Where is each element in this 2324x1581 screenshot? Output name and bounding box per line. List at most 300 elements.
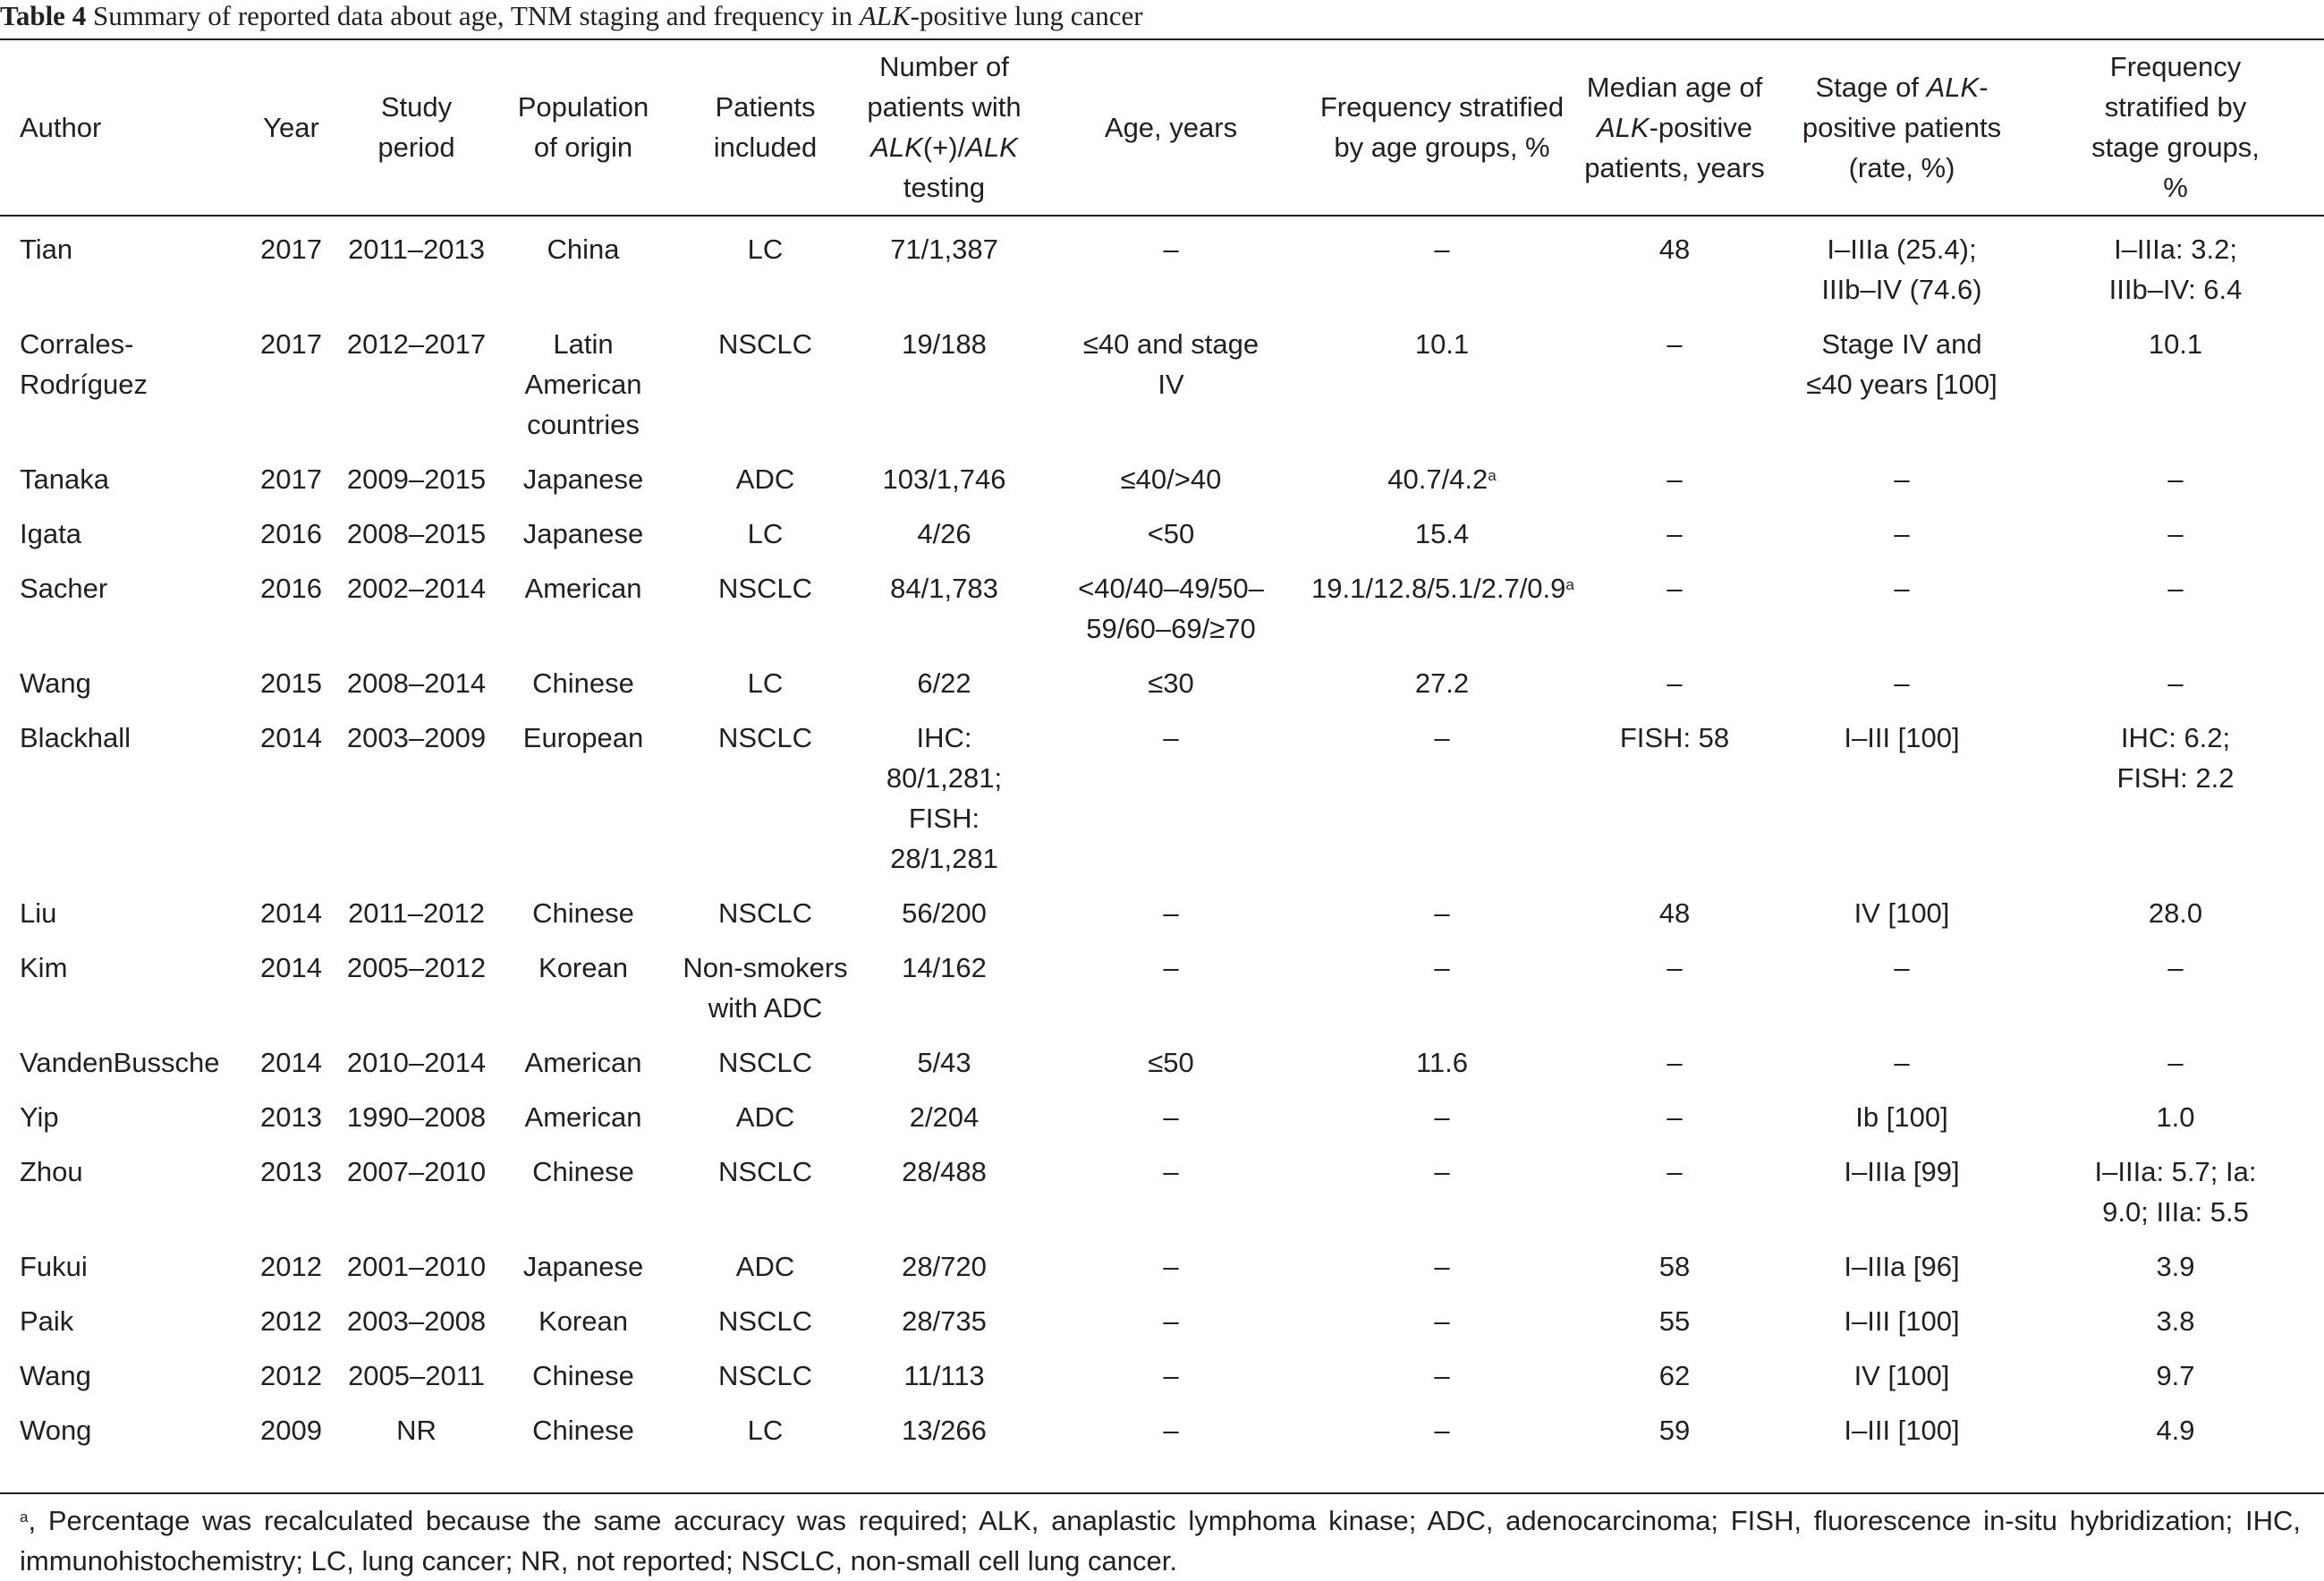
cell-author — [0, 1090, 243, 1144]
cell-frequency-age — [1311, 656, 1573, 710]
cell-value: 2005–2011 — [348, 1360, 485, 1391]
cell-line: I–IIIa: 5.7; Ia: — [2094, 1156, 2257, 1187]
cell-year — [243, 317, 339, 452]
header-italic: ALK — [965, 132, 1018, 163]
cell-line: 13/266 — [902, 1415, 987, 1446]
cell-value: – — [1434, 1101, 1450, 1133]
cell-line: 3.8 — [2156, 1305, 2195, 1337]
cell-population — [494, 1144, 673, 1239]
cell-frequency-stage — [2027, 317, 2324, 452]
cell-median-age — [1573, 886, 1777, 940]
cell-stage — [1777, 656, 2027, 710]
cell-patients-included — [673, 940, 858, 1035]
cell-value: 2002–2014 — [346, 573, 487, 604]
cell-line: IV [100] — [1853, 1360, 1950, 1391]
cell-value: 2014 — [260, 952, 322, 983]
cell-median-age — [1573, 1090, 1777, 1144]
cell-line: 62 — [1658, 1360, 1691, 1391]
header-row — [0, 39, 2324, 216]
cell-year — [243, 1144, 339, 1239]
header-line: Frequency stratified — [1319, 91, 1565, 123]
cell-author — [0, 1144, 243, 1239]
cell-study-period — [339, 1294, 494, 1348]
cell-value: 2003–2008 — [346, 1305, 487, 1337]
header-line: Stage of — [1815, 71, 1927, 103]
cell-line: Japanese — [522, 1251, 644, 1282]
cell-line: LC — [747, 1415, 784, 1446]
cell-age — [1031, 561, 1311, 656]
cell-line: American — [524, 1047, 642, 1078]
cell-value: 2001–2010 — [346, 1251, 487, 1282]
cell-number-of-patients — [858, 1035, 1031, 1090]
cell-line: I–III [100] — [1844, 722, 1960, 753]
cell-line: Chinese — [532, 897, 634, 929]
header-line: -positive — [1649, 111, 1753, 143]
cell-population — [494, 317, 673, 452]
cell-number-of-patients — [858, 561, 1031, 656]
header-line: period — [377, 132, 455, 163]
cell-study-period — [339, 1144, 494, 1239]
cell-line: – — [1667, 1101, 1683, 1133]
cell-line: 55 — [1658, 1305, 1691, 1337]
cell-frequency-stage — [2027, 656, 2324, 710]
table-row — [0, 940, 2324, 1035]
cell-age — [1031, 506, 1311, 561]
header-italic: ALK — [1926, 71, 1980, 103]
cell-line: – — [1667, 573, 1683, 604]
cell-frequency-age — [1311, 561, 1573, 656]
cell-line: 28/488 — [902, 1156, 987, 1187]
cell-stage — [1777, 1239, 2027, 1294]
cell-line: – — [1667, 463, 1683, 495]
cell-line: Japanese — [522, 463, 644, 495]
cell-study-period — [339, 940, 494, 1035]
cell-line: – — [1894, 573, 1910, 604]
cell-line: – — [1894, 952, 1910, 983]
cell-line: I–III [100] — [1844, 1305, 1960, 1337]
header-line: stratified by — [2104, 91, 2247, 123]
cell-line: Chinese — [532, 1415, 634, 1446]
cell-line: 59/60–69/≥70 — [1086, 613, 1256, 644]
cell-patients-included — [673, 886, 858, 940]
header-year: Year — [243, 39, 339, 216]
cell-line: – — [1163, 234, 1179, 265]
cell-frequency-age — [1311, 317, 1573, 452]
cell-value: 2008–2014 — [346, 667, 487, 699]
cell-population — [494, 216, 673, 317]
cell-value: – — [1434, 897, 1450, 929]
cell-year — [243, 1035, 339, 1090]
header-population — [494, 39, 673, 216]
header-line: (+)/ — [922, 132, 966, 163]
cell-value: 2008–2015 — [346, 518, 487, 549]
cell-author — [0, 317, 243, 452]
cell-value: 2014 — [260, 897, 322, 929]
cell-study-period — [339, 1035, 494, 1090]
cell-number-of-patients — [858, 1239, 1031, 1294]
table-row — [0, 886, 2324, 940]
cell-line: Sacher — [20, 573, 108, 604]
cell-line: – — [1667, 1156, 1683, 1187]
cell-line: 84/1,783 — [890, 573, 998, 604]
cell-stage — [1777, 561, 2027, 656]
cell-frequency-age — [1311, 1348, 1573, 1403]
cell-line: – — [2167, 518, 2184, 549]
cell-population — [494, 1090, 673, 1144]
cell-line: – — [1894, 667, 1910, 699]
cell-year — [243, 1239, 339, 1294]
cell-line: I–III [100] — [1844, 1415, 1960, 1446]
cell-median-age — [1573, 1144, 1777, 1239]
cell-frequency-age — [1311, 216, 1573, 317]
cell-value: 2012 — [260, 1360, 322, 1391]
cell-line: NSCLC — [717, 1047, 813, 1078]
cell-line: Fukui — [20, 1251, 88, 1282]
cell-value: 27.2 — [1414, 667, 1470, 699]
cell-frequency-age — [1311, 1090, 1573, 1144]
table-row — [0, 317, 2324, 452]
cell-line: Corrales- — [20, 328, 134, 360]
cell-line: 9.0; IIIa: 5.5 — [2102, 1196, 2249, 1228]
cell-patients-included — [673, 1090, 858, 1144]
table-row — [0, 1239, 2324, 1294]
cell-line: ≤40/>40 — [1120, 463, 1222, 495]
table-label: Table 4 — [0, 0, 87, 31]
cell-age — [1031, 1348, 1311, 1403]
cell-population — [494, 886, 673, 940]
cell-population — [494, 452, 673, 506]
cell-line: – — [1667, 667, 1683, 699]
cell-line: 5/43 — [917, 1047, 971, 1078]
cell-number-of-patients — [858, 710, 1031, 886]
footnote-marker: a — [1488, 467, 1497, 484]
cell-line: Chinese — [532, 1360, 634, 1391]
cell-value: 2005–2012 — [346, 952, 487, 983]
header-line: patients, years — [1584, 151, 1765, 183]
cell-value: – — [1434, 1156, 1450, 1187]
cell-median-age — [1573, 656, 1777, 710]
header-italic: ALK — [1596, 111, 1650, 143]
cell-line: – — [1894, 463, 1910, 495]
cell-frequency-age — [1311, 1294, 1573, 1348]
cell-line: NSCLC — [717, 897, 813, 929]
cell-line: 48 — [1658, 234, 1691, 265]
cell-value: 2003–2009 — [346, 722, 487, 753]
cell-number-of-patients — [858, 452, 1031, 506]
cell-author — [0, 561, 243, 656]
cell-stage — [1777, 506, 2027, 561]
cell-population — [494, 940, 673, 1035]
cell-author — [0, 1403, 243, 1458]
cell-author — [0, 710, 243, 886]
caption-italic: ALK — [859, 0, 911, 31]
cell-line: FISH: 28/1,281 — [890, 803, 998, 874]
cell-year — [243, 710, 339, 886]
cell-line: – — [1163, 1305, 1179, 1337]
cell-line: 71/1,387 — [890, 234, 998, 265]
cell-age — [1031, 1144, 1311, 1239]
cell-line: 48 — [1658, 897, 1691, 929]
cell-line: European — [522, 722, 644, 753]
cell-line: FISH: 58 — [1619, 722, 1730, 753]
cell-population — [494, 561, 673, 656]
cell-value: 2016 — [260, 573, 322, 604]
cell-stage — [1777, 216, 2027, 317]
cell-population — [494, 1239, 673, 1294]
cell-frequency-stage — [2027, 886, 2324, 940]
cell-line: 1.0 — [2156, 1101, 2195, 1133]
cell-frequency-age — [1311, 452, 1573, 506]
cell-line: American — [524, 369, 642, 400]
header-age: Age, years — [1031, 39, 1311, 216]
table-row — [0, 1035, 2324, 1090]
cell-median-age — [1573, 317, 1777, 452]
cell-author — [0, 216, 243, 317]
header-median-age — [1573, 39, 1777, 216]
cell-author — [0, 886, 243, 940]
cell-line: IIIb–IV (74.6) — [1821, 274, 1982, 305]
cell-median-age — [1573, 1294, 1777, 1348]
header-line: Frequency — [2109, 51, 2242, 82]
cell-line: – — [2167, 952, 2184, 983]
cell-line: <40/40–49/50– — [1078, 573, 1264, 604]
cell-line: with ADC — [708, 992, 823, 1024]
header-line: % — [2163, 172, 2188, 203]
cell-stage — [1777, 1403, 2027, 1458]
cell-value: 10.1 — [1414, 328, 1470, 360]
cell-line: NSCLC — [717, 1156, 813, 1187]
cell-line: – — [1163, 952, 1179, 983]
cell-line: – — [1163, 897, 1179, 929]
cell-frequency-age — [1311, 1144, 1573, 1239]
cell-patients-included — [673, 1403, 858, 1458]
cell-median-age — [1573, 1348, 1777, 1403]
cell-frequency-stage — [2027, 216, 2324, 317]
cell-population — [494, 1403, 673, 1458]
cell-line: Chinese — [532, 1156, 634, 1187]
cell-value: – — [1434, 1305, 1450, 1337]
cell-line: Rodríguez — [20, 369, 148, 400]
cell-median-age — [1573, 1239, 1777, 1294]
cell-author — [0, 656, 243, 710]
caption-text-after: -positive lung cancer — [910, 0, 1143, 31]
cell-patients-included — [673, 506, 858, 561]
cell-age — [1031, 1035, 1311, 1090]
cell-year — [243, 1403, 339, 1458]
header-study-period — [339, 39, 494, 216]
header-line: of origin — [533, 132, 633, 163]
cell-number-of-patients — [858, 886, 1031, 940]
cell-study-period — [339, 886, 494, 940]
cell-age — [1031, 1403, 1311, 1458]
cell-value: – — [1434, 952, 1450, 983]
cell-line: I–IIIa [99] — [1844, 1156, 1960, 1187]
cell-line: ADC — [735, 1101, 795, 1133]
cell-stage — [1777, 1144, 2027, 1239]
cell-author — [0, 1239, 243, 1294]
cell-value: 15.4 — [1414, 518, 1470, 549]
cell-year — [243, 1294, 339, 1348]
cell-line: ≤50 — [1148, 1047, 1194, 1078]
cell-frequency-stage — [2027, 506, 2324, 561]
cell-line: Non-smokers — [683, 952, 848, 983]
table-row — [0, 656, 2324, 710]
cell-age — [1031, 317, 1311, 452]
cell-number-of-patients — [858, 1403, 1031, 1458]
header-line: patients with — [867, 91, 1022, 123]
cell-population — [494, 1348, 673, 1403]
cell-line: ≤30 — [1148, 667, 1194, 699]
cell-line: American — [524, 573, 642, 604]
cell-value: 40.7/4.2 — [1387, 463, 1489, 495]
cell-line: – — [2167, 667, 2184, 699]
cell-frequency-age — [1311, 886, 1573, 940]
cell-stage — [1777, 1035, 2027, 1090]
cell-age — [1031, 1294, 1311, 1348]
cell-study-period — [339, 216, 494, 317]
cell-value: 2014 — [260, 722, 322, 753]
cell-line: ≤40 and stage — [1082, 328, 1260, 360]
cell-population — [494, 1035, 673, 1090]
cell-line: Korean — [539, 952, 628, 983]
footnote-marker: a — [20, 1509, 29, 1526]
cell-population — [494, 656, 673, 710]
cell-frequency-stage — [2027, 1403, 2324, 1458]
cell-line: – — [1163, 1101, 1179, 1133]
cell-stage — [1777, 886, 2027, 940]
cell-line: LC — [747, 518, 784, 549]
cell-stage — [1777, 1294, 2027, 1348]
cell-study-period — [339, 452, 494, 506]
cell-line: Wang — [20, 1360, 91, 1391]
cell-median-age — [1573, 506, 1777, 561]
cell-line: – — [1667, 952, 1683, 983]
cell-study-period — [339, 561, 494, 656]
cell-line: LC — [747, 234, 784, 265]
cell-line: – — [1667, 1047, 1683, 1078]
table-row — [0, 216, 2324, 317]
cell-median-age — [1573, 1035, 1777, 1090]
cell-line: Wong — [20, 1415, 92, 1446]
header-line: included — [713, 132, 818, 163]
cell-year — [243, 656, 339, 710]
table-row — [0, 506, 2324, 561]
cell-line: Korean — [539, 1305, 628, 1337]
cell-study-period — [339, 317, 494, 452]
cell-value: 2017 — [260, 328, 322, 360]
cell-line: – — [1163, 1156, 1179, 1187]
cell-line: NSCLC — [717, 1360, 813, 1391]
cell-line: ADC — [735, 463, 795, 495]
cell-study-period — [339, 656, 494, 710]
cell-line: Chinese — [532, 667, 634, 699]
cell-line: Zhou — [20, 1156, 83, 1187]
cell-number-of-patients — [858, 317, 1031, 452]
cell-number-of-patients — [858, 656, 1031, 710]
cell-line: ADC — [735, 1251, 795, 1282]
cell-value: – — [1434, 234, 1450, 265]
cell-median-age — [1573, 216, 1777, 317]
cell-value: 2009 — [260, 1415, 322, 1446]
table-row — [0, 561, 2324, 656]
cell-line: LC — [747, 667, 784, 699]
cell-number-of-patients — [858, 216, 1031, 317]
cell-number-of-patients — [858, 940, 1031, 1035]
cell-author — [0, 452, 243, 506]
cell-median-age — [1573, 940, 1777, 1035]
cell-age — [1031, 216, 1311, 317]
cell-population — [494, 710, 673, 886]
cell-line: 28.0 — [2148, 897, 2203, 929]
cell-frequency-stage — [2027, 940, 2324, 1035]
cell-value: 2009–2015 — [346, 463, 487, 495]
cell-line: Kim — [20, 952, 68, 983]
cell-population — [494, 1294, 673, 1348]
table-row — [0, 1403, 2324, 1458]
cell-value: 19.1/12.8/5.1/2.7/0.9 — [1311, 573, 1566, 604]
cell-line: – — [1894, 1047, 1910, 1078]
table-row — [0, 1090, 2324, 1144]
cell-study-period — [339, 1239, 494, 1294]
cell-line: 2/204 — [909, 1101, 980, 1133]
cell-year — [243, 216, 339, 317]
cell-patients-included — [673, 1294, 858, 1348]
cell-line: 28/735 — [902, 1305, 987, 1337]
cell-value: 2015 — [260, 667, 322, 699]
cell-line: Japanese — [522, 518, 644, 549]
cell-frequency-age — [1311, 1239, 1573, 1294]
header-frequency-stage — [2027, 39, 2324, 216]
cell-line: 4.9 — [2156, 1415, 2195, 1446]
cell-line: Liu — [20, 897, 57, 929]
cell-line: 4/26 — [917, 518, 971, 549]
cell-frequency-stage — [2027, 561, 2324, 656]
cell-line: – — [2167, 1047, 2184, 1078]
cell-line: 9.7 — [2156, 1360, 2195, 1391]
cell-line: Yip — [20, 1101, 59, 1133]
cell-value: 1990–2008 — [346, 1101, 487, 1133]
cell-line: – — [1667, 518, 1683, 549]
cell-value: 2012–2017 — [346, 328, 487, 360]
cell-value: 2010–2014 — [346, 1047, 487, 1078]
cell-age — [1031, 1239, 1311, 1294]
table-row — [0, 1348, 2324, 1403]
cell-study-period — [339, 710, 494, 886]
header-stage — [1777, 39, 2027, 216]
cell-line: 28/720 — [902, 1251, 987, 1282]
cell-population — [494, 506, 673, 561]
cell-stage — [1777, 710, 2027, 886]
cell-frequency-age — [1311, 1035, 1573, 1090]
cell-line: FISH: 2.2 — [2116, 762, 2235, 794]
cell-study-period — [339, 1348, 494, 1403]
cell-line: Stage IV and — [1821, 328, 1982, 360]
table-body — [0, 216, 2324, 1458]
cell-stage — [1777, 1348, 2027, 1403]
cell-line: Igata — [20, 518, 81, 549]
cell-age — [1031, 656, 1311, 710]
cell-line: I–IIIa (25.4); — [1827, 234, 1977, 265]
cell-value: 2017 — [260, 463, 322, 495]
header-line: positive patients — [1802, 111, 2002, 143]
cell-line: 14/162 — [902, 952, 987, 983]
cell-frequency-stage — [2027, 1348, 2324, 1403]
cell-year — [243, 1348, 339, 1403]
cell-line: 103/1,746 — [882, 463, 1006, 495]
cell-line: 11/113 — [903, 1360, 985, 1391]
cell-patients-included — [673, 1348, 858, 1403]
cell-number-of-patients — [858, 1348, 1031, 1403]
